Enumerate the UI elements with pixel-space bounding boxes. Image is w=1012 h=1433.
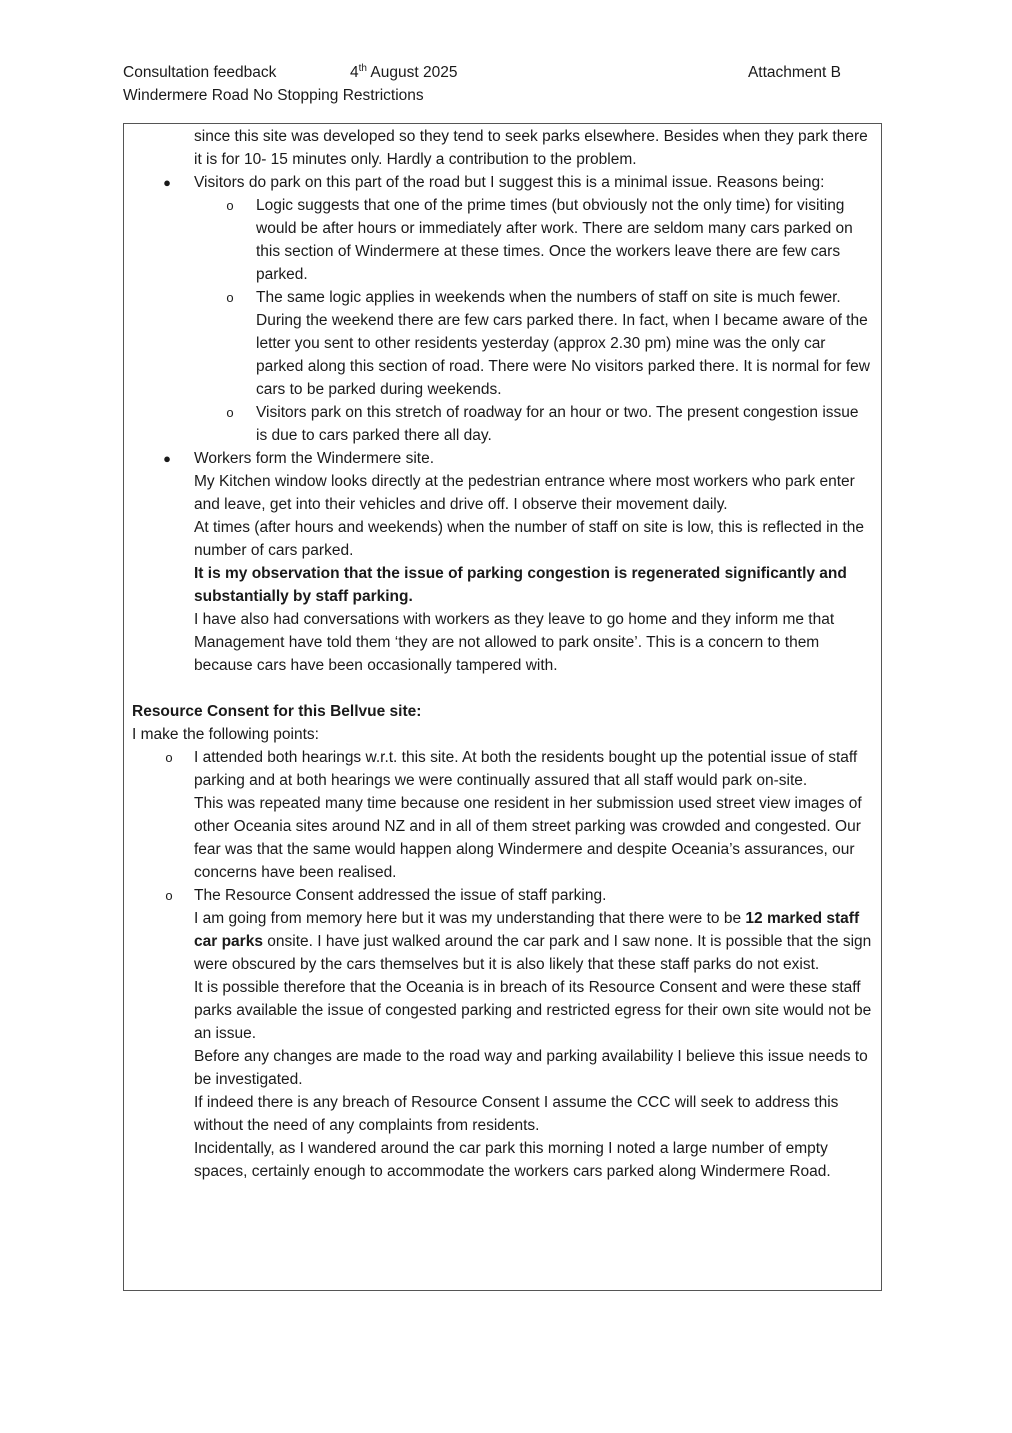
document-date: 4th August 2025	[350, 62, 458, 81]
circle-bullet-icon: o	[165, 750, 173, 765]
rc-item-consent: o The Resource Consent addressed the issue of staff parking.	[132, 884, 873, 907]
continued-text: since this site was developed so they tend to seek parks elsewhere. Besides when they park there it is for 10- 15 minutes only. Hardly a contribution to the problem.	[194, 128, 868, 168]
feedback-box	[123, 123, 882, 1291]
rc-paragraph: This was repeated many time because one resident in her submission used street view images of other Oceania sites around NZ and in all of them street parking was crowded and congested. Our fear was that the same would happen along Windermere and despite Oceania’s assurances, our concerns have been realised.	[194, 795, 862, 881]
rc-item-hearings: o I attended both hearings w.r.t. this site. At both the residents bought up the potential issue of staff parking and at both hearings we were continually assured that all staff would park on-site.	[132, 746, 873, 792]
attachment-label: Attachment B	[747, 64, 841, 81]
sub-item-duration: o Visitors park on this stretch of roadway for an hour or two. The present congestion issue is due to cars parked there all day.	[132, 401, 873, 447]
bullet-icon: ●	[163, 451, 171, 466]
list-item-workers: ● Workers form the Windermere site.	[132, 447, 873, 470]
sub-item-logic: o Logic suggests that one of the prime times (but obviously not the only time) for visiting would be after hours or immediately after work. There are seldom many cars parked on this section of Windermere at these times. Once the workers leave there are few cars parked.	[132, 194, 873, 286]
page-header	[123, 61, 843, 111]
bullet-icon: ●	[163, 175, 171, 190]
workers-paragraph: I have also had conversations with workers as they leave to go home and they inform me that Management have told them ‘they are not allowed to park onsite’. This is a concern to them because cars have been occasionally tampered with.	[194, 611, 835, 674]
rc-paragraph: Before any changes are made to the road way and parking availability I believe this issue needs to be investigated.	[194, 1048, 868, 1088]
sub-item-weekends: o The same logic applies in weekends when the numbers of staff on site is much fewer. During the weekend there are few cars parked there. In fact, when I became aware of the letter you sent to other residents yesterday (approx 2.30 pm) mine was the only car parked along this section of road. There were No visitors parked there. It is normal for few cars to be parked during weekends.	[132, 286, 873, 401]
document-subtitle: Windermere Road No Stopping Restrictions	[123, 87, 424, 104]
workers-observation: It is my observation that the issue of parking congestion is regenerated significantly and substantially by staff parking.	[194, 565, 847, 605]
rc-paragraph: If indeed there is any breach of Resource Consent I assume the CCC will seek to address this without the need of any complaints from residents.	[194, 1094, 839, 1134]
rc-paragraph: Incidentally, as I wandered around the car park this morning I noted a large number of empty spaces, certainly enough to accommodate the workers cars parked along Windermere Road.	[194, 1140, 831, 1180]
document-title: Consultation feedback	[123, 64, 277, 81]
workers-paragraph: My Kitchen window looks directly at the pedestrian entrance where most workers who park enter and leave, get into their vehicles and drive off. I observe their movement daily.	[194, 473, 855, 513]
section-intro: I make the following points:	[132, 726, 319, 743]
circle-bullet-icon: o	[165, 888, 173, 903]
rc-paragraph: It is possible therefore that the Oceania is in breach of its Resource Consent and were these staff parks available the issue of congested parking and restricted egress for their own site would not be an issue.	[194, 979, 872, 1042]
section-heading: Resource Consent for this Bellvue site:	[132, 703, 422, 720]
circle-bullet-icon: o	[226, 405, 234, 420]
workers-paragraph: At times (after hours and weekends) when the number of staff on site is low, this is reflected in the number of cars parked.	[194, 519, 864, 559]
rc-paragraph: I am going from memory here but it was my understanding that there were to be 12 marked staff car parks onsite. I have just walked around the car park and I saw none. It is possible that the sign were obscured by the cars themselves but it is also likely that these staff parks do not exist.	[194, 910, 872, 973]
circle-bullet-icon: o	[226, 198, 234, 213]
circle-bullet-icon: o	[226, 290, 234, 305]
list-item-visitors: ● Visitors do park on this part of the road but I suggest this is a minimal issue. Reasons being:	[132, 171, 873, 194]
